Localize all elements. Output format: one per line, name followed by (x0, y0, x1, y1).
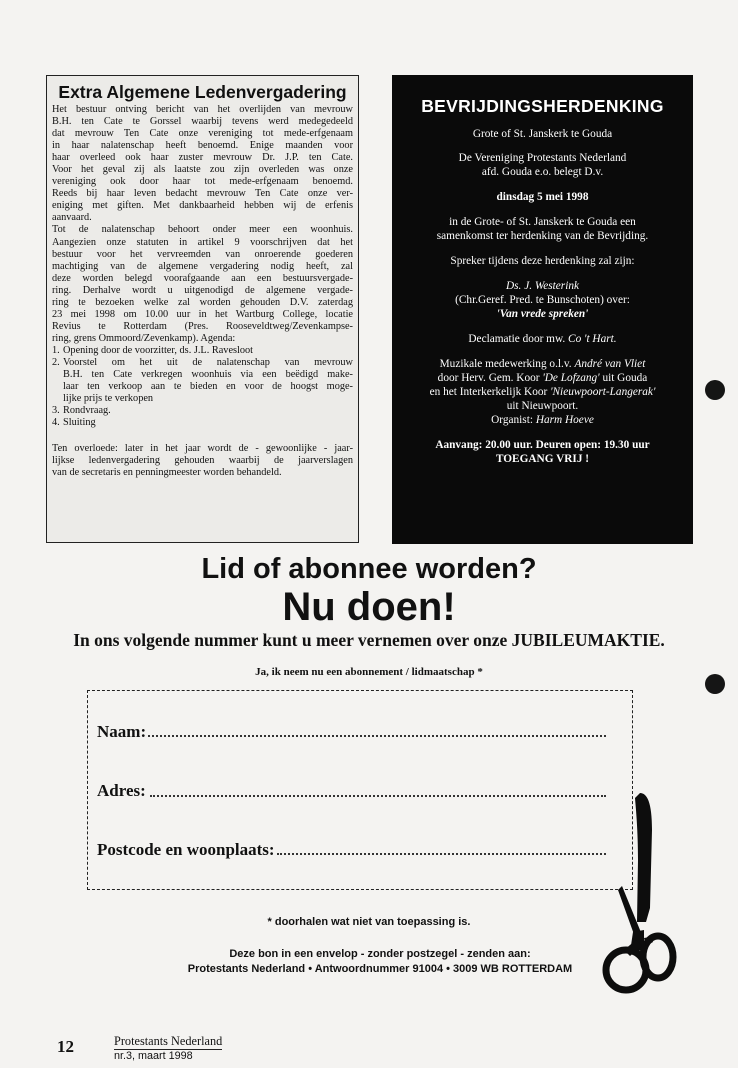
binder-hole-icon (705, 380, 725, 400)
choir-1: 'De Lofzang' (542, 372, 600, 384)
music-line-2-a: door Herv. Gem. Koor (437, 372, 540, 384)
agenda-item-number (52, 369, 63, 381)
postcode-city-label: Postcode en woonplaats: (97, 840, 275, 859)
promo-headline-1: Lid of abonnee worden? (201, 553, 537, 585)
agenda-item (52, 417, 353, 429)
agenda-item (52, 345, 353, 357)
strike-out-note: * doorhalen wat niet van toepassing is. (267, 916, 471, 928)
declamation-line (392, 332, 693, 346)
declamation-prefix: Declamatie door mw. (468, 333, 566, 345)
organist-line (392, 413, 693, 427)
text-line: dat mevrouw Ten Cate onze vereniging tot mede-erfgenaam (52, 128, 353, 140)
choir-2: 'Nieuwpoort-Langerak' (550, 386, 656, 398)
commemoration-title: BEVRIJDINGSHERDENKING (421, 96, 664, 116)
text-line: Ten overloede: later in het jaar wordt de - gewoonlijke - jaar- (52, 443, 353, 455)
text-line: deze worden belegd voorafgaande aan een bestuursvergade- (52, 272, 353, 284)
text-line: ring. Derhalve wordt u uitgenodigd de algemene vergade- (52, 284, 353, 296)
admission-free: TOEGANG VRIJ ! (495, 453, 590, 465)
agenda-item (52, 393, 353, 405)
agenda-item-text: B.H. ten Cate verkregen woonhuis via een beëdigd make- (63, 369, 353, 381)
publication-name: Protestants Nederland (114, 1034, 223, 1048)
text-line: Revius te Rotterdam (Pres. Rooseveldtweg/Zevenkampse- (52, 320, 353, 332)
text-line: Tot de nalatenschap behoort onder meer een woonhuis. (52, 224, 353, 236)
commemoration-event-line-1: in de Grote- of St. Janskerk te Gouda een (449, 216, 636, 228)
music-line-2-b: uit Gouda (602, 372, 648, 384)
agenda-item-number: 4. (52, 417, 60, 429)
text-line: bestuur voor het vervreemden van onroerende goederen (52, 248, 353, 260)
issue-info: nr.3, maart 1998 (114, 1050, 193, 1062)
meeting-notice-paragraph-3 (52, 443, 353, 479)
music-line-1 (392, 357, 693, 371)
speaker-intro: Spreker tijdens deze herdenking zal zijn: (450, 255, 635, 267)
agenda-item-number (52, 381, 63, 393)
page-number: 12 (57, 1037, 74, 1056)
liberation-commemoration-box (392, 75, 693, 544)
music-prefix: Muzikale medewerking o.l.v. (439, 358, 572, 370)
text-line: Het bestuur ontving bericht van het overlijden van mevrouw (52, 104, 353, 115)
agenda-item-text: laar ten verkoop aan te bieden en voor de hoogst moge- (63, 381, 353, 393)
agenda-item (52, 369, 353, 381)
agenda-item (52, 381, 353, 393)
music-line-3-a: en het Interkerkelijk Koor (429, 386, 548, 398)
text-line: ring, grens Ommoord/Zevenkamp). Agenda: (52, 332, 236, 344)
text-line: vereniging ook door haar tot mede-erfgenaam benoemd. (52, 176, 353, 188)
agenda-item-text: lijke prijs te verkopen (63, 393, 154, 405)
promo-headline-2: Nu doen! (282, 585, 456, 629)
music-leader: André van Vliet (574, 358, 646, 370)
commemoration-event-line-2: samenkomst ter herdenking van de Bevrijding. (436, 230, 649, 242)
return-address: Protestants Nederland • Antwoordnummer 91004 • 3009 WB ROTTERDAM (187, 963, 573, 975)
music-line-2 (392, 371, 693, 385)
agenda-item (52, 405, 353, 417)
subscription-checkbox-line[interactable]: Ja, ik neem nu een abonnement / lidmaatschap * (255, 666, 483, 678)
text-line: Aangezien onze statuten in artikel 9 voorschrijven dat het (52, 236, 353, 248)
agenda-item-text: Opening door de voorzitter, ds. J.L. Ravesloot (63, 344, 254, 356)
promo-subheadline: In ons volgende nummer kunt u meer vernemen over onze JUBILEUMAKTIE. (73, 630, 665, 650)
name-field[interactable] (148, 735, 606, 737)
agenda-list (52, 345, 353, 429)
commemoration-date: dinsdag 5 mei 1998 (496, 191, 589, 203)
agenda-item (52, 357, 353, 369)
speech-title: 'Van vrede spreken' (496, 308, 589, 320)
text-line: lijkse ledenvergadering gehouden waarbij de jaarverslagen (52, 455, 353, 467)
text-line: aanvaard. (52, 212, 92, 224)
agenda-item-number (52, 393, 63, 405)
address-field[interactable] (150, 795, 606, 797)
text-line: van de secretaris en penningmeester worden behandeld. (52, 467, 282, 479)
text-line: ring te bezoeken welke zal worden gehouden D.V. zaterdag (52, 296, 353, 308)
commemoration-org-line-1: De Vereniging Protestants Nederland (458, 152, 627, 164)
text-line: 23 mei 1998 om 10.00 uur in het Wartburg College, locatie (52, 308, 353, 320)
commemoration-org-line-2: afd. Gouda e.o. belegt D.v. (481, 166, 604, 178)
text-line: Voor het geval zij als laatste zou zijn overleden was onze (52, 164, 353, 176)
name-label: Naam: (97, 722, 147, 741)
meeting-notice-box (46, 75, 359, 543)
agenda-item-number: 2. (52, 356, 60, 368)
speaker-name: Ds. J. Westerink (506, 280, 579, 292)
declamation-name: Co 't Hart. (568, 333, 617, 345)
agenda-item-number: 1. (52, 344, 60, 356)
meeting-notice-title: Extra Algemene Ledenvergadering (58, 82, 347, 102)
text-line: haar overleed ook haar zuster mevrouw Dr. J.P. ten Cate. (52, 152, 353, 164)
organist-label: Organist: (491, 414, 533, 426)
text-line: Reeds bij haar leven bedacht mevrouw Ten Cate onze ver- (52, 188, 353, 200)
agenda-item-text: Voorstel om het uit de nalatenschap van mevrouw (63, 356, 353, 368)
address-label: Adres: (97, 781, 146, 800)
music-line-3 (392, 385, 693, 399)
text-line: B.H. ten Cate te Gorssel waarbij tevens werd medegedeeld (52, 116, 353, 128)
meeting-notice-paragraph-2 (52, 224, 353, 344)
start-time: Aanvang: 20.00 uur. Deuren open: 19.30 uur (435, 439, 650, 451)
text-line: machtiging van de algemene vergadering nodig heeft, zal (52, 260, 353, 272)
agenda-item-text: Rondvraag. (63, 405, 111, 417)
commemoration-location: Grote of St. Janskerk te Gouda (472, 128, 613, 140)
coupon-cutout (87, 690, 633, 890)
mail-instruction: Deze bon in een envelop - zonder postzegel - zenden aan: (229, 948, 531, 960)
music-line-4: uit Nieuwpoort. (506, 400, 579, 412)
speaker-info: (Chr.Geref. Pred. te Bunschoten) over: (455, 294, 630, 306)
meeting-notice-paragraph-1 (52, 104, 353, 224)
organist-name: Harm Hoeve (535, 414, 594, 426)
text-line: in haar nalatenschap heeft benoemd. Enige maanden voor (52, 140, 353, 152)
postcode-city-field[interactable] (277, 853, 606, 855)
text-line: eniging met giften. Met dankbaarheid hebben wij de erfenis (52, 200, 353, 212)
agenda-item-number: 3. (52, 405, 60, 417)
agenda-item-text: Sluiting (63, 417, 96, 429)
